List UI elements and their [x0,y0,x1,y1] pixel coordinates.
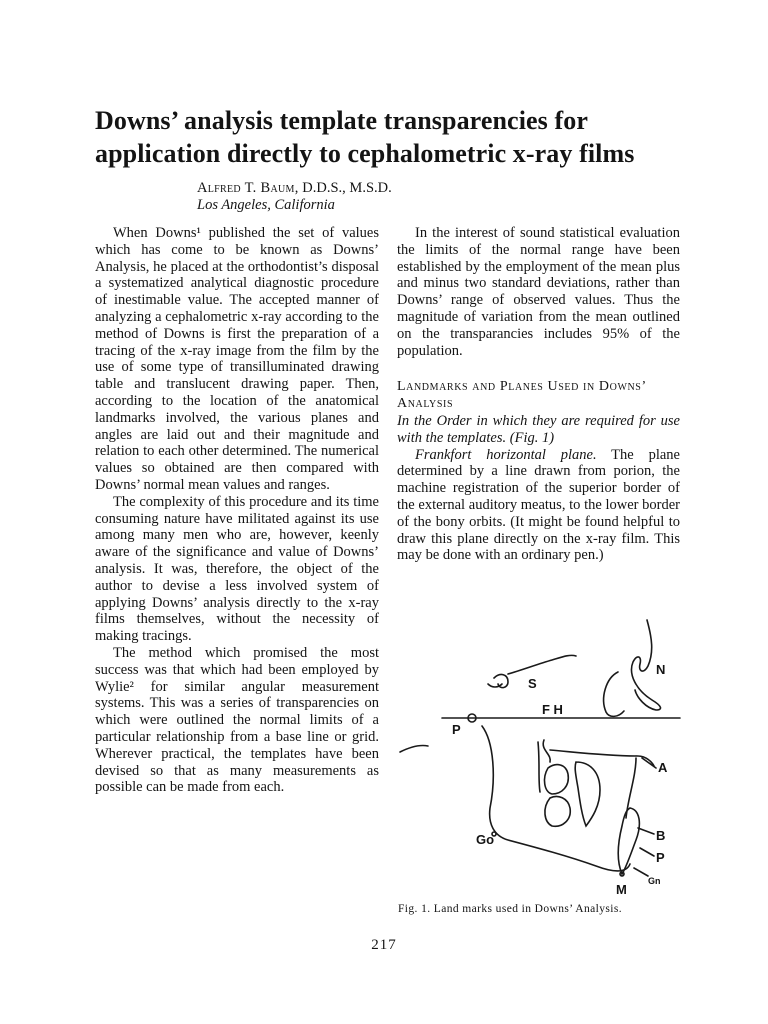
label-B: B [656,828,666,843]
label-A: A [658,760,668,775]
section-subheading: In the Order in which they are required for use with the templates. (Fig. 1) [397,412,680,446]
section-heading: Landmarks and Planes Used in Downs’ Analysis [397,379,646,412]
palate-line [550,750,654,766]
label-FH: F H [542,702,563,717]
pterygoid-hook [543,740,550,762]
molar-upper [545,765,569,794]
label-P-right: P [656,850,665,865]
term-frankfort: Frankfort horizontal plane. [415,446,597,463]
label-N: N [656,662,666,677]
page-number: 217 [371,937,397,953]
label-S: S [528,676,537,691]
right-paragraph-2 [397,447,680,565]
pointer-P [640,848,654,856]
title-line-2: application directly to cephalometric x-ray films [95,139,635,168]
right-paragraph-2-text: The plane determined by a line drawn from porion, the machine registration of the superior border of the external auditory meatus, to the lower border of the bony orbits. (It might be found helpful to draw this plane directly on the x-ray film. This may be done with an ordinary pen.) [397,446,680,564]
left-column [95,225,379,796]
label-P-left: P [452,722,461,737]
lower-incisor [618,808,639,874]
label-M: M [616,882,627,897]
label-Go: Go [476,832,495,847]
pterygoid-line [538,742,540,792]
label-Gn: Gn [648,876,661,886]
cephalometric-diagram [390,612,690,902]
left-paragraph-3: The method which promised the most success was that which had been employed by Wylie² for similar angular measurement systems. This was a series of transparencies on which were outlined the normal limits of a particular relationship from a base line or grid. Wherever practical, the templates have been devised so that as many measurements as possible can be made from each. [95,644,379,796]
sella-base [488,684,502,687]
orbit-arc [604,672,624,716]
figure-caption: Fig. 1. Land marks used in Downs’ Analysis. [398,903,622,915]
right-column [397,225,680,564]
left-arc [400,745,428,752]
author-degrees: D.D.S., M.S.D. [302,180,392,196]
title-line-1: Downs’ analysis template transparencies for [95,106,588,135]
author-name: Alfred T. Baum, [197,180,299,196]
left-paragraph-2: The complexity of this procedure and its time consuming nature have militated against its use among many men who are, however, keenly aware of the significance and value of Downs’ analysis. It was, therefore, the object of the author to devise a less involved system of applying Downs’ analysis directly to the x-ray films themselves, without the necessity of making tracings. [95,493,379,645]
figure-1-landmarks [390,612,690,902]
right-paragraph-1: In the interest of sound statistical evaluation the limits of the normal range have been established by the employment of the mean plus and minus two standard deviations, rather than Downs’ range of observed values. Thus the magnitude of variation from the mean outlined on the transparancies includes 95% of the population. [397,225,680,359]
molar-lower [545,796,570,826]
author-location: Los Angeles, California [197,197,335,213]
mandible-outline [482,726,630,871]
left-paragraph-1: When Downs¹ published the set of values which has come to be known as Downs’ Analysis, he placed at the orthodontist’s disposal a systematized analytical diagnostic procedure of inestimable value. The accepted manner of analyzing a cephalometric x-ray according to the method of Downs is first the preparation of a tracing of the x-ray image from the film by the use of some type of transilluminated drawing table and translucent drawing paper. Then, according to the location of the anatomical landmarks involved, the various planes and angles are laid out and their magnitude and relation to each other determined. The numerical values so obtained are then compared with Downs’ normal mean values and ranges. [95,225,379,493]
pointer-B [638,828,654,834]
pointer-Gn [634,868,648,876]
upper-incisor [575,762,600,826]
article-title [95,104,715,170]
author-block [197,180,392,214]
